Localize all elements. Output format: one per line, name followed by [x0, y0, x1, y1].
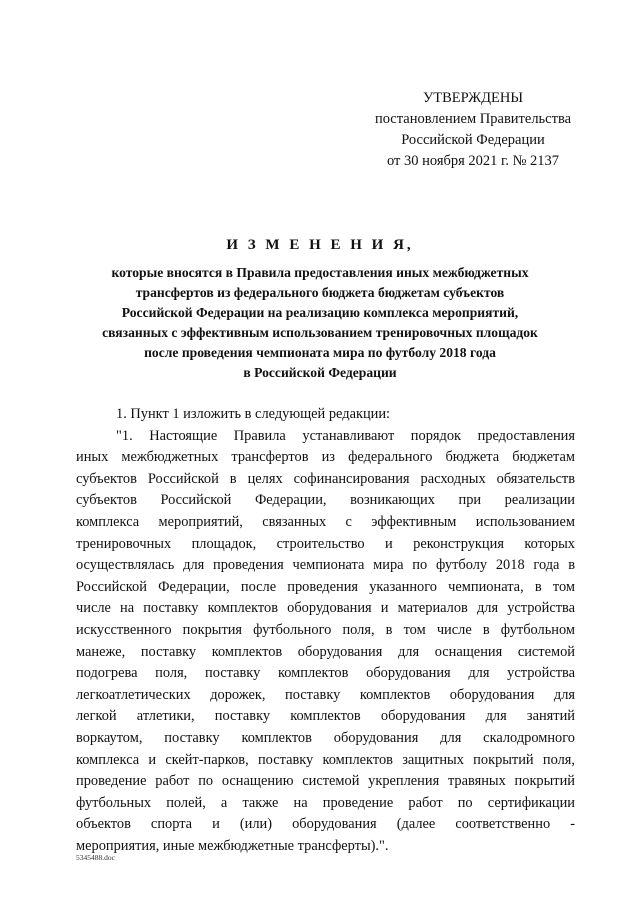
- body-line: Российской Федерации, после проведения указанного чемпионата, в том: [76, 578, 575, 595]
- document-body: [76, 404, 575, 857]
- body-line: проведение работ по оснащению системой укрепления травяных покрытий: [76, 773, 575, 790]
- file-name-footer: 5345488.doc: [76, 853, 115, 862]
- body-line: футбольных полей, а также на проведение работ по сертификации: [76, 794, 575, 811]
- subtitle-line: после проведения чемпионата мира по футболу 2018 года: [144, 345, 496, 360]
- approval-federation: Российской Федерации: [401, 132, 545, 148]
- body-line: тренировочных площадок, строительство и реконструкция которых: [76, 535, 575, 552]
- body-line: подогрева поля, поставку комплектов оборудования для устройства: [76, 665, 575, 682]
- body-line: числе на поставку комплектов оборудования и материалов для устройства: [76, 600, 575, 617]
- body-line: искусственного покрытия футбольного поля, в том числе в футбольном: [76, 621, 575, 638]
- item-1-heading: 1. Пункт 1 изложить в следующей редакции:: [116, 406, 391, 422]
- document-heading: И З М Е Н Е Н И Я,: [226, 237, 414, 253]
- subtitle-line: которые вносятся в Правила предоставления иных межбюджетных: [111, 265, 529, 280]
- subtitle-line: Российской Федерации на реализацию комплекса мероприятий,: [121, 305, 519, 320]
- body-line: иных межбюджетных трансфертов из федерального бюджета бюджетам: [76, 449, 575, 466]
- approval-title: УТВЕРЖДЕНЫ: [422, 90, 524, 106]
- body-line: субъектов Российской в целях софинансирования расходных обязательств: [76, 470, 575, 487]
- approval-block: [300, 88, 600, 172]
- body-line: легкой атлетики, поставку комплектов оборудования для занятий: [76, 708, 575, 725]
- approval-resolution: постановлением Правительства: [374, 111, 572, 127]
- subtitle-line: связанных с эффективным использованием тренировочных площадок: [102, 325, 538, 340]
- body-line: легкоатлетических дорожек, поставку комплектов оборудования для: [76, 686, 575, 703]
- subtitle-line: трансфертов из федерального бюджета бюджетам субъектов: [135, 285, 505, 300]
- body-line: "1. Настоящие Правила устанавливают порядок предоставления: [116, 427, 575, 444]
- approval-date: от 30 ноября 2021 г. № 2137: [386, 153, 560, 169]
- body-line: субъектов Российской Федерации, возникающих при реализации: [76, 492, 575, 509]
- body-line: осуществлялась для проведения чемпионата мира по футболу 2018 года в: [76, 557, 575, 574]
- subtitle-line: в Российской Федерации: [243, 365, 397, 380]
- body-line: воркаутом, поставку комплектов оборудования для скалодромного: [76, 729, 575, 746]
- body-line: комплекса мероприятий, связанных с эффективным использованием: [76, 513, 575, 530]
- document-subtitle: [60, 263, 580, 383]
- body-line: комплекса и скейт-парков, поставку комплектов защитных покрытий поля,: [76, 751, 575, 768]
- body-line: манеже, поставку комплектов оборудования для оснащения системой: [76, 643, 575, 660]
- body-line: объектов спорта и (или) оборудования (далее соответственно -: [76, 816, 575, 833]
- body-last-line: мероприятия, иные межбюджетные трансферты).".: [76, 837, 389, 854]
